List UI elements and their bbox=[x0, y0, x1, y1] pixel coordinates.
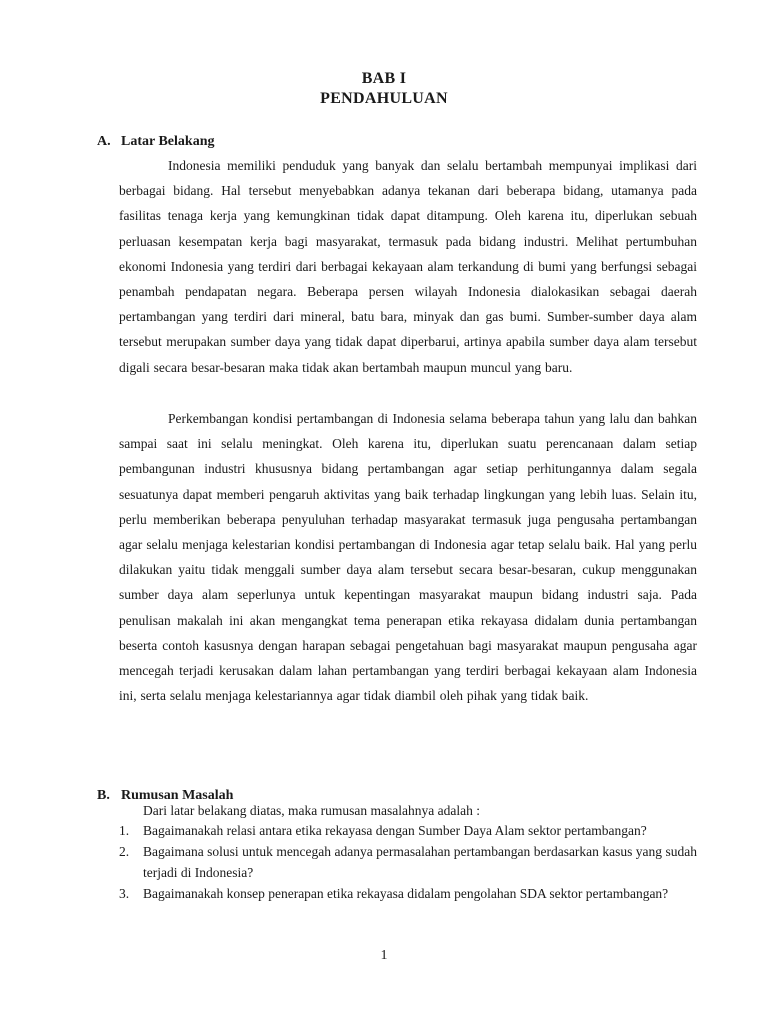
background-paragraph-2: Perkembangan kondisi pertambangan di Indonesia selama beberapa tahun yang lalu dan bahkan sampai saat ini selalu meningkat. Oleh karena itu, diperlukan suatu perencanaan dalam setiap pembangunan industri khususnya bidang pertambangan agar setiap perhitungannya dalam segala sesuatunya dapat memberi pengaruh aktivitas yang baik terhadap lingkungan yang lebih luas. Selain itu, perlu memberikan beberapa penyuluhan terhadap masyarakat termasuk juga pengusaha pertambangan agar selalu menjaga kelestarian kondisi pertambangan di Indonesia agar tetap selalu baik. Hal yang perlu dilakukan yaitu tidak menggali sumber daya alam tersebut secara besar-besaran, cukup menggunakan sumber daya alam seperlunya untuk kepentingan masyarakat maupun bidang industri saja. Pada penulisan makalah ini akan mengangkat tema penerapan etika rekayasa didalam dunia pertambangan beserta contoh kasusnya dengan harapan sebagai pengetahuan bagi masyarakat maupun pengusaha agar mencegah terjadi kerusakan dalam lahan pertambangan yang terdiri berbagai kekayaan alam Indonesia ini, serta selalu menjaga kelestariannya agar tidak diambil oleh pihak yang tidak baik. bbox=[119, 411, 697, 704]
problem-number: 1. bbox=[119, 823, 130, 838]
section-b-letter: B. bbox=[97, 788, 110, 803]
problem-item bbox=[119, 841, 697, 883]
section-a-heading bbox=[97, 134, 214, 150]
chapter-number: BAB I bbox=[361, 70, 407, 87]
problem-item bbox=[119, 883, 697, 904]
problem-intro: Dari latar belakang diatas, maka rumusan masalahnya adalah : bbox=[143, 803, 480, 818]
problem-number: 2. bbox=[119, 844, 130, 859]
chapter-title: PENDAHULUAN bbox=[320, 90, 448, 107]
problem-text: Bagaimanakah relasi antara etika rekayasa dengan Sumber Daya Alam sektor pertambangan? bbox=[143, 823, 647, 838]
problem-text: Bagaimanakah konsep penerapan etika rekayasa didalam pengolahan SDA sektor pertambangan? bbox=[143, 886, 669, 901]
background-paragraph-1: Indonesia memiliki penduduk yang banyak dan selalu bertambah mempunyai implikasi dari berbagai bidang. Hal tersebut menyebabkan adanya tekanan dari beberapa bidang, utamanya pada fasilitas tenaga kerja yang kemungkinan tidak dapat ditampung. Oleh karena itu, diperlukan sebuah perluasan kesempatan kerja bagi masyarakat, termasuk pada bidang industri. Melihat pertumbuhan ekonomi Indonesia yang terdiri dari berbagai kekayaan alam terkandung di bumi yang berfungsi sebagai penambah pendapatan negara. Beberapa persen wilayah Indonesia dialokasikan sebagai daerah pertambangan yang terdiri dari mineral, batu bara, minyak dan gas bumi. Sumber-sumber daya alam tersebut merupakan sumber daya yang tidak dapat diperbarui, artinya apabila sumber daya alam tersebut digali secara besar-besaran maka tidak akan bertambah maupun muncul yang baru. bbox=[119, 158, 697, 375]
section-b-title: Rumusan Masalah bbox=[121, 788, 234, 803]
page-number: 1 bbox=[380, 948, 388, 963]
section-a-letter: A. bbox=[97, 134, 111, 149]
problem-item bbox=[119, 820, 697, 841]
problem-text: Bagaimana solusi untuk mencegah adanya permasalahan pertambangan berdasarkan kasus yang sudah terjadi di Indonesia? bbox=[143, 844, 697, 880]
problem-number: 3. bbox=[119, 886, 130, 901]
problem-list bbox=[119, 820, 697, 904]
section-a-title: Latar Belakang bbox=[121, 134, 215, 149]
